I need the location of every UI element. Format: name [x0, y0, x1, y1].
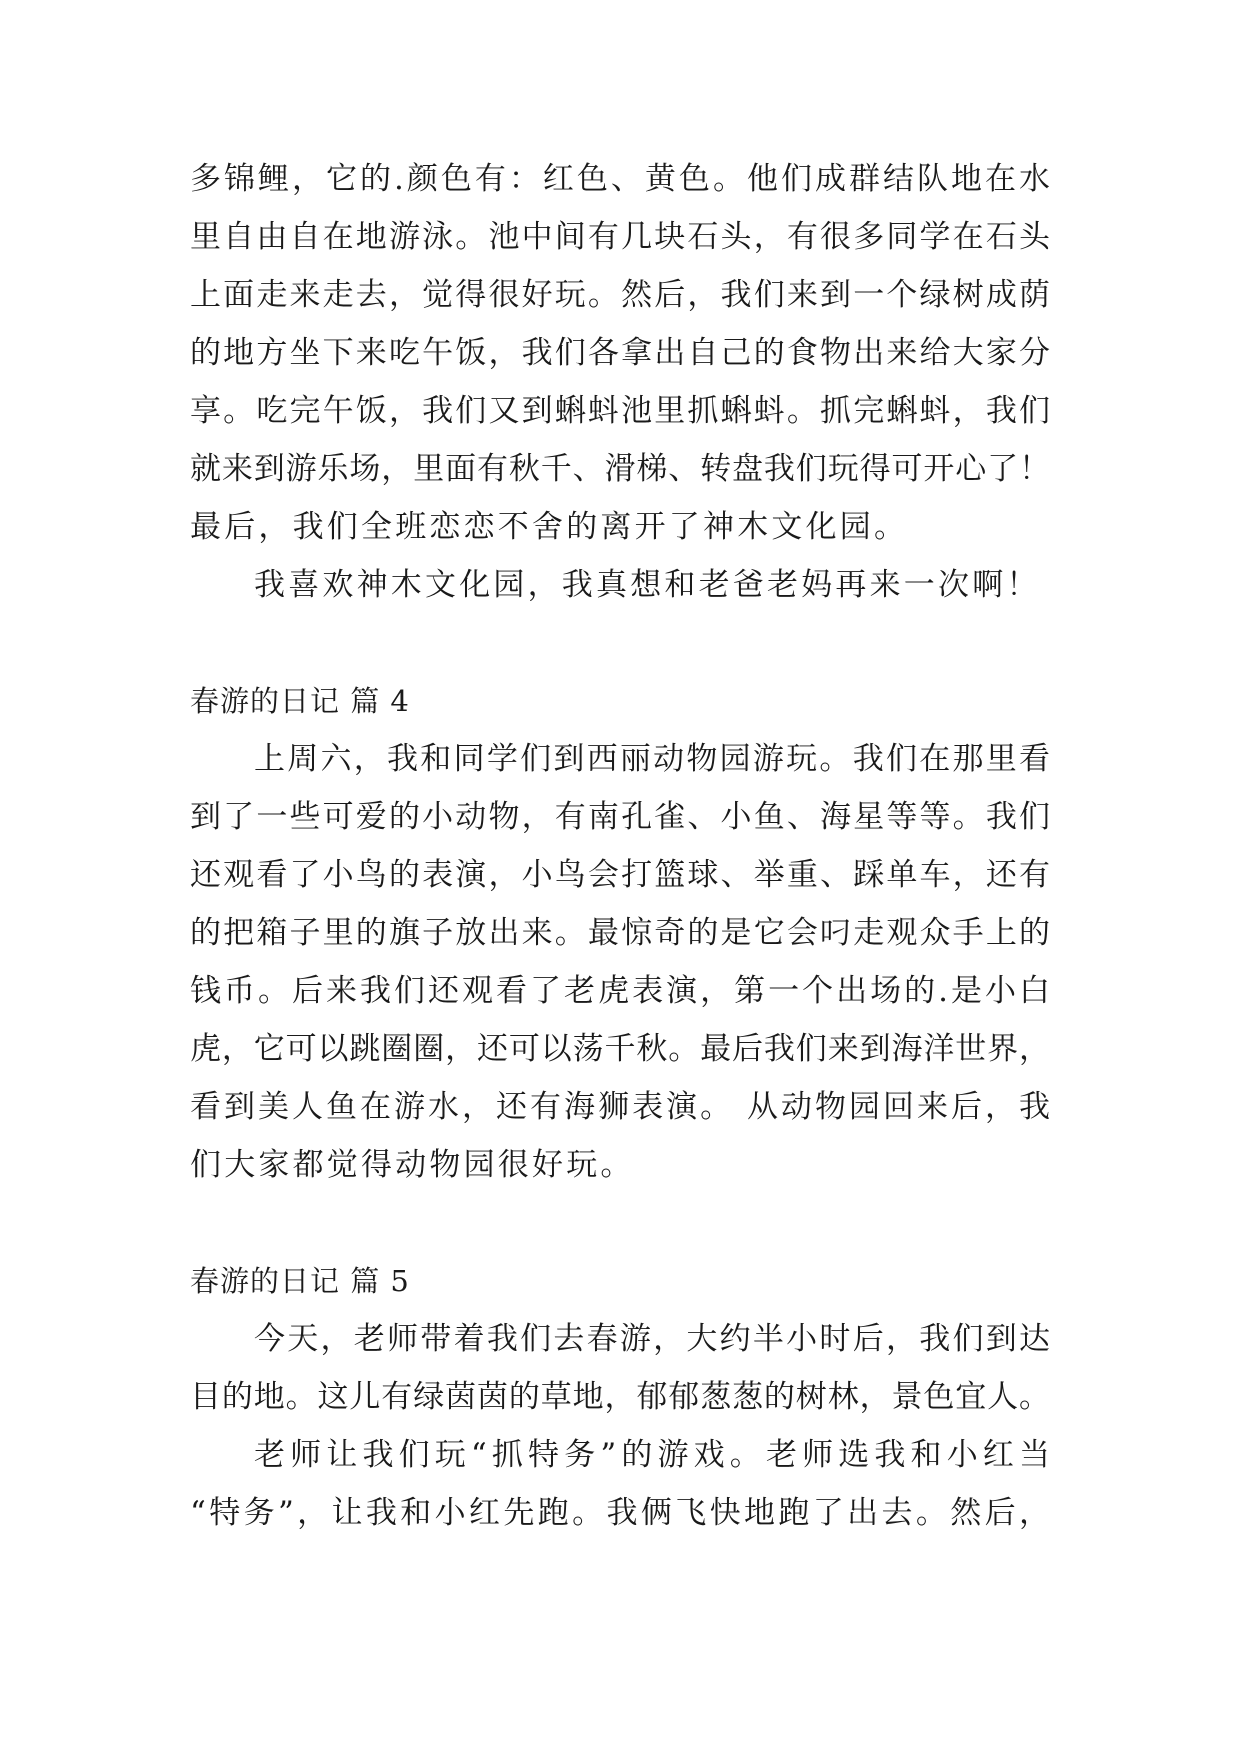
text-line: 目的地。这儿有绿茵茵的草地，郁郁葱葱的树林，景色宜人。: [190, 1379, 1050, 1415]
continuation-section: [190, 150, 1050, 614]
paragraph: [190, 1310, 1050, 1426]
document-page: [190, 150, 1050, 1542]
article-section-4: [190, 672, 1050, 1194]
text-line: 里自由自在地游泳。池中间有几块石头，有很多同学在石头: [190, 219, 1050, 255]
article-title: 春游的日记 篇 5: [190, 1264, 410, 1298]
text-line: 就来到游乐场，里面有秋千、滑梯、转盘我们玩得可开心了！: [190, 451, 1050, 487]
text-line: 还观看了小鸟的表演，小鸟会打篮球、举重、踩单车，还有: [190, 857, 1050, 893]
paragraph: [190, 730, 1050, 1194]
text-line: 们大家都觉得动物园很好玩。: [190, 1147, 635, 1183]
section-spacer: [190, 1194, 1050, 1252]
text-line: 看到美人鱼在游水，还有海狮表演。 从动物园回来后，我: [190, 1089, 1050, 1125]
text-line: 最后，我们全班恋恋不舍的离开了神木文化园。: [190, 509, 909, 545]
text-line: 到了一些可爱的小动物，有南孔雀、小鱼、海星等等。我们: [190, 799, 1050, 835]
article-section-5: [190, 1252, 1050, 1542]
paragraph: [190, 556, 1050, 614]
paragraph: [190, 1426, 1050, 1542]
text-line: 上周六，我和同学们到西丽动物园游玩。我们在那里看: [254, 741, 1050, 777]
text-line: 钱币。后来我们还观看了老虎表演，第一个出场的.是小白: [190, 973, 1050, 1009]
text-line: 的把箱子里的旗子放出来。最惊奇的是它会叼走观众手上的: [190, 915, 1050, 951]
text-line: 虎，它可以跳圈圈，还可以荡千秋。最后我们来到海洋世界，: [190, 1031, 1050, 1067]
article-title: 春游的日记 篇 4: [190, 684, 410, 718]
text-line: 享。吃完午饭，我们又到蝌蚪池里抓蝌蚪。抓完蝌蚪，我们: [190, 393, 1050, 429]
section-spacer: [190, 614, 1050, 672]
text-line: 今天，老师带着我们去春游，大约半小时后，我们到达: [254, 1321, 1050, 1357]
text-line: 多锦鲤，它的.颜色有：红色、黄色。他们成群结队地在水: [190, 161, 1050, 197]
text-line: 的地方坐下来吃午饭，我们各拿出自己的食物出来给大家分: [190, 335, 1050, 371]
text-line: 我喜欢神木文化园，我真想和老爸老妈再来一次啊！: [254, 567, 1041, 603]
paragraph: [190, 150, 1050, 556]
text-line: “特务”，让我和小红先跑。我俩飞快地跑了出去。然后，: [190, 1495, 1050, 1531]
text-line: 上面走来走去，觉得很好玩。然后，我们来到一个绿树成荫: [190, 277, 1050, 313]
text-line: 老师让我们玩“抓特务”的游戏。老师选我和小红当: [254, 1437, 1050, 1473]
